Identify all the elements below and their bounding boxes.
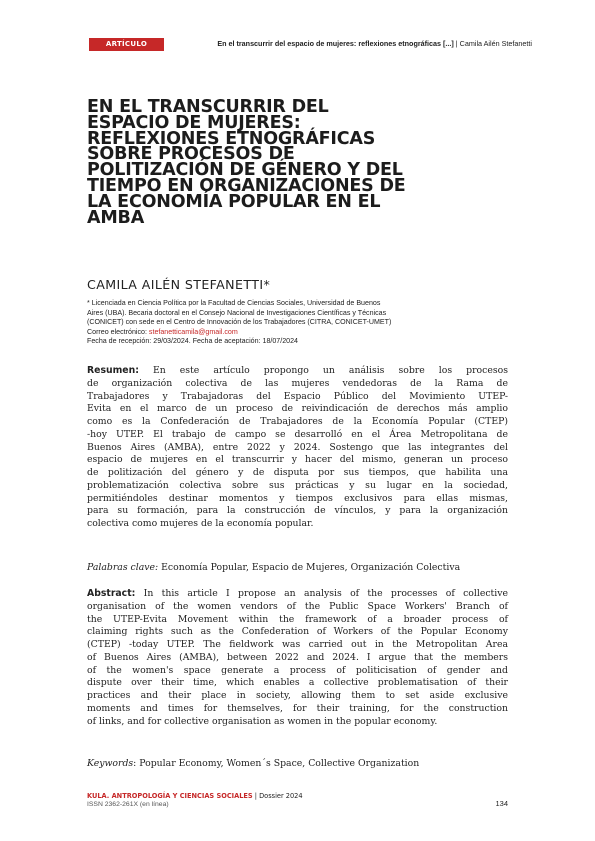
abstract-line: organisation of the women vendors of the Public Space Workers' Branch of xyxy=(87,600,508,612)
resumen-line: colectiva como mujeres de la economía popular. xyxy=(87,518,314,529)
title-line: POLITIZACIÓN DE GÉNERO Y DEL xyxy=(87,160,403,181)
abstract-line: (CTEP) -today UTEP. The fieldwork was carried out in the Metropolitan Area xyxy=(87,639,508,650)
title-line: ESPACIO DE MUJERES: xyxy=(87,112,301,133)
resumen-line: de organización colectiva de las mujeres vendedoras de la Rama de xyxy=(87,377,508,389)
palabras-clave-text: Economía Popular, Espacio de Mujeres, Organización Colectiva xyxy=(158,562,461,573)
title-line: TIEMPO EN ORGANIZACIONES DE xyxy=(87,175,406,196)
title-line: AMBA xyxy=(87,207,145,228)
abstract-line: moments and times for themselves, for their training, for the construction xyxy=(87,702,508,714)
abstract-line: dispute over their time, which enables a collective problematisation of their xyxy=(87,677,508,689)
resumen-line: Resumen: En este artículo propongo un análisis sobre los procesos xyxy=(87,365,508,376)
abstract-label: Abstract: xyxy=(87,588,136,599)
title-line: LA ECONOMÍA POPULAR EN EL xyxy=(87,191,381,212)
running-separator: | xyxy=(455,39,458,48)
journal-name: KULA. ANTROPOLOGÍA Y CIENCIAS SOCIALES xyxy=(87,792,253,800)
resumen-line: como es la Confederación de Trabajadores de la Economía Popular (CTEP) xyxy=(87,416,508,427)
keywords-text: : Popular Economy, Women´s Space, Collective Organization xyxy=(133,758,420,769)
running-author: Camila Ailén Stefanetti xyxy=(459,39,532,48)
affiliation-line: (CONICET) con sede en el Centro de Innovación de los Trabajadores (CITRA, CONICET-UMET) xyxy=(87,318,392,326)
resumen-line: Evita en el marco de un proceso de reivindicación de derechos más amplio xyxy=(87,403,508,415)
resumen-line: Buenos Aires (AMBA), entre 2022 y 2024. Sostengo que las integrantes del xyxy=(87,441,508,453)
resumen-paragraph xyxy=(87,365,508,531)
section-tag: ARTÍCULO xyxy=(89,38,164,51)
abstract-line: Abstract: In this article I propose an analysis of the processes of collective xyxy=(87,588,508,599)
affiliation-line: Aires (UBA). Becaria doctoral en el Consejo Nacional de Investigaciones Científicas y Técnicas xyxy=(87,308,387,317)
email-line xyxy=(87,328,507,338)
dates-line: Fecha de recepción: 29/03/2024. Fecha de aceptación: 18/07/2024 xyxy=(87,337,298,345)
email-link[interactable]: stefanetticamila@gmail.com xyxy=(148,327,238,336)
affiliation-line: * Licenciada en Ciencia Política por la Facultad de Ciencias Sociales, Universidad de Buenos xyxy=(87,299,381,307)
title-line: EN EL TRANSCURRIR DEL xyxy=(87,97,329,117)
resumen-line: de politización del género y de disputa por sus tiempos, que habilita una xyxy=(87,467,508,478)
journal-issue: | Dossier 2024 xyxy=(252,792,303,800)
title-line: REFLEXIONES ETNOGRÁFICAS xyxy=(87,128,376,149)
resumen-line: Trabajadores y Trabajadoras del Espacio Público del Movimiento UTEP- xyxy=(87,390,508,402)
abstract-line: of the women's space generate a process of politicisation of gender and xyxy=(87,664,508,676)
running-title: En el transcurrir del espacio de mujeres: reflexiones etnográficas [...] xyxy=(217,39,454,48)
abstract-line: practices and their place in society, allowing them to set aside exclusive xyxy=(87,690,508,701)
resumen-label: Resumen: xyxy=(87,365,139,376)
resumen-line: -hoy UTEP. El trabajo de campo se desarrolló en el Área Metropolitana de xyxy=(87,428,508,440)
abstract-line: claiming rights such as the Confederation of Workers of the Popular Economy xyxy=(87,626,508,638)
resumen-line: para su formación, para la construcción de vínculos, y para la organización xyxy=(87,505,508,517)
resumen-line: permitiéndoles destinar momentos y tiempos exclusivos para ellas mismas, xyxy=(87,492,508,504)
abstract-line: of Buenos Aires (AMBA), between 2022 and 2024. I argue that the members xyxy=(87,651,508,663)
title-line: SOBRE PROCESOS DE xyxy=(87,144,295,165)
abstract-line: the UTEP-Evita Movement within the framework of a broader process of xyxy=(87,613,508,625)
abstract-line: of links, and for collective organisation as women in the popular economy. xyxy=(87,715,438,727)
page-number: 134 xyxy=(495,799,508,808)
abstract-paragraph xyxy=(87,588,508,728)
keywords-label: Keywords xyxy=(87,758,134,769)
email-label: Correo electrónico: xyxy=(87,327,147,336)
article-title xyxy=(87,97,467,228)
palabras-clave xyxy=(87,562,460,573)
running-header xyxy=(217,39,532,48)
resumen-line: problematización colectiva sobre sus prácticas y su lugar en la sociedad, xyxy=(87,479,508,491)
author-affiliation xyxy=(87,299,507,347)
issn: ISSN 2362-261X (en línea) xyxy=(87,801,169,808)
palabras-clave-label: Palabras clave: xyxy=(87,562,159,573)
author-name: CAMILA AILÉN STEFANETTI* xyxy=(87,277,271,292)
journal-footer xyxy=(87,792,303,800)
keywords xyxy=(87,758,419,769)
resumen-line: espacio de mujeres en el transcurrir y hacer del mismo, generan un proceso xyxy=(87,454,508,466)
